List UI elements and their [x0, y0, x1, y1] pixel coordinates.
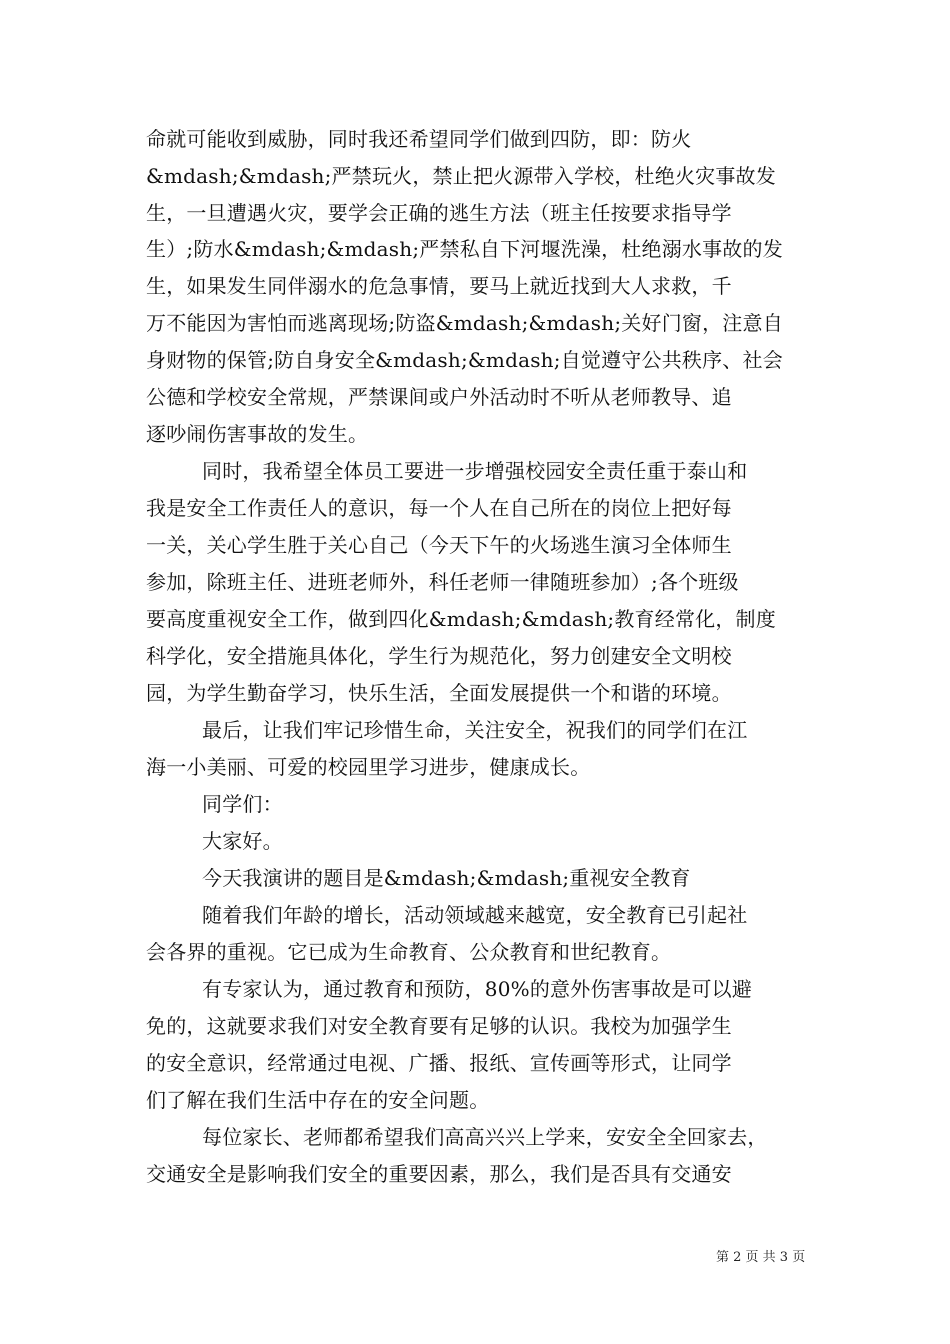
- text-line: 命就可能收到威胁，同时我还希望同学们做到四防，即：防火: [146, 127, 692, 151]
- text-line: 交通安全是影响我们安全的重要因素，那么，我们是否具有交通安: [146, 1162, 732, 1186]
- text-line: 今天我演讲的题目是&mdash;&mdash;重视安全教育: [202, 866, 691, 890]
- text-line: 随着我们年龄的增长，活动领域越来越宽，安全教育已引起社: [202, 903, 748, 927]
- text-line: 生）;防水&mdash;&mdash;严禁私自下河堰洗澡，杜绝溺水事故的发: [146, 237, 783, 261]
- text-line: &mdash;&mdash;严禁玩火，禁止把火源带入学校，杜绝火灾事故发: [146, 164, 776, 188]
- text-line: 会各界的重视。它已成为生命教育、公众教育和世纪教育。: [146, 940, 672, 964]
- text-line: 一关，关心学生胜于关心自己（今天下午的火场逃生演习全体师生: [146, 533, 732, 557]
- text-line: 大家好。: [202, 829, 283, 853]
- text-line: 逐吵闹伤害事故的发生。: [146, 422, 369, 446]
- text-line: 万不能因为害怕而逃离现场;防盗&mdash;&mdash;关好门窗，注意自: [146, 311, 783, 335]
- text-line: 要高度重视安全工作，做到四化&mdash;&mdash;教育经常化，制度: [146, 607, 776, 631]
- text-line: 生，如果发生同伴溺水的危急事情，要马上就近找到大人求救，千: [146, 274, 732, 298]
- text-line: 科学化，安全措施具体化，学生行为规范化，努力创建安全文明校: [146, 644, 732, 668]
- text-line: 每位家长、老师都希望我们高高兴兴上学来，安安全全回家去，: [202, 1125, 768, 1149]
- text-line: 同时，我希望全体员工要进一步增强校园安全责任重于泰山和: [202, 459, 748, 483]
- text-line: 同学们：: [202, 792, 283, 816]
- text-line: 免的，这就要求我们对安全教育要有足够的认识。我校为加强学生: [146, 1014, 732, 1038]
- text-line: 身财物的保管;防自身安全&mdash;&mdash;自觉遵守公共秩序、社会: [146, 348, 783, 372]
- text-line: 园，为学生勤奋学习，快乐生活，全面发展提供一个和谐的环境。: [146, 681, 732, 705]
- text-line: 生，一旦遭遇火灾，要学会正确的逃生方法（班主任按要求指导学: [146, 201, 732, 225]
- text-line: 我是安全工作责任人的意识，每一个人在自己所在的岗位上把好每: [146, 496, 732, 520]
- text-line: 最后，让我们牢记珍惜生命，关注安全，祝我们的同学们在江: [202, 718, 748, 742]
- page-number-footer: 第 2 页 共 3 页: [716, 1250, 806, 1265]
- text-line: 们了解在我们生活中存在的安全问题。: [146, 1088, 490, 1112]
- text-line: 有专家认为，通过教育和预防，80%的意外伤害事故是可以避: [202, 977, 753, 1001]
- text-line: 的安全意识，经常通过电视、广播、报纸、宣传画等形式，让同学: [146, 1051, 732, 1075]
- text-line: 参加，除班主任、进班老师外，科任老师一律随班参加）;各个班级: [146, 570, 739, 594]
- text-line: 海一小美丽、可爱的校园里学习进步，健康成长。: [146, 755, 591, 779]
- text-line: 公德和学校安全常规，严禁课间或户外活动时不听从老师教导、追: [146, 385, 732, 409]
